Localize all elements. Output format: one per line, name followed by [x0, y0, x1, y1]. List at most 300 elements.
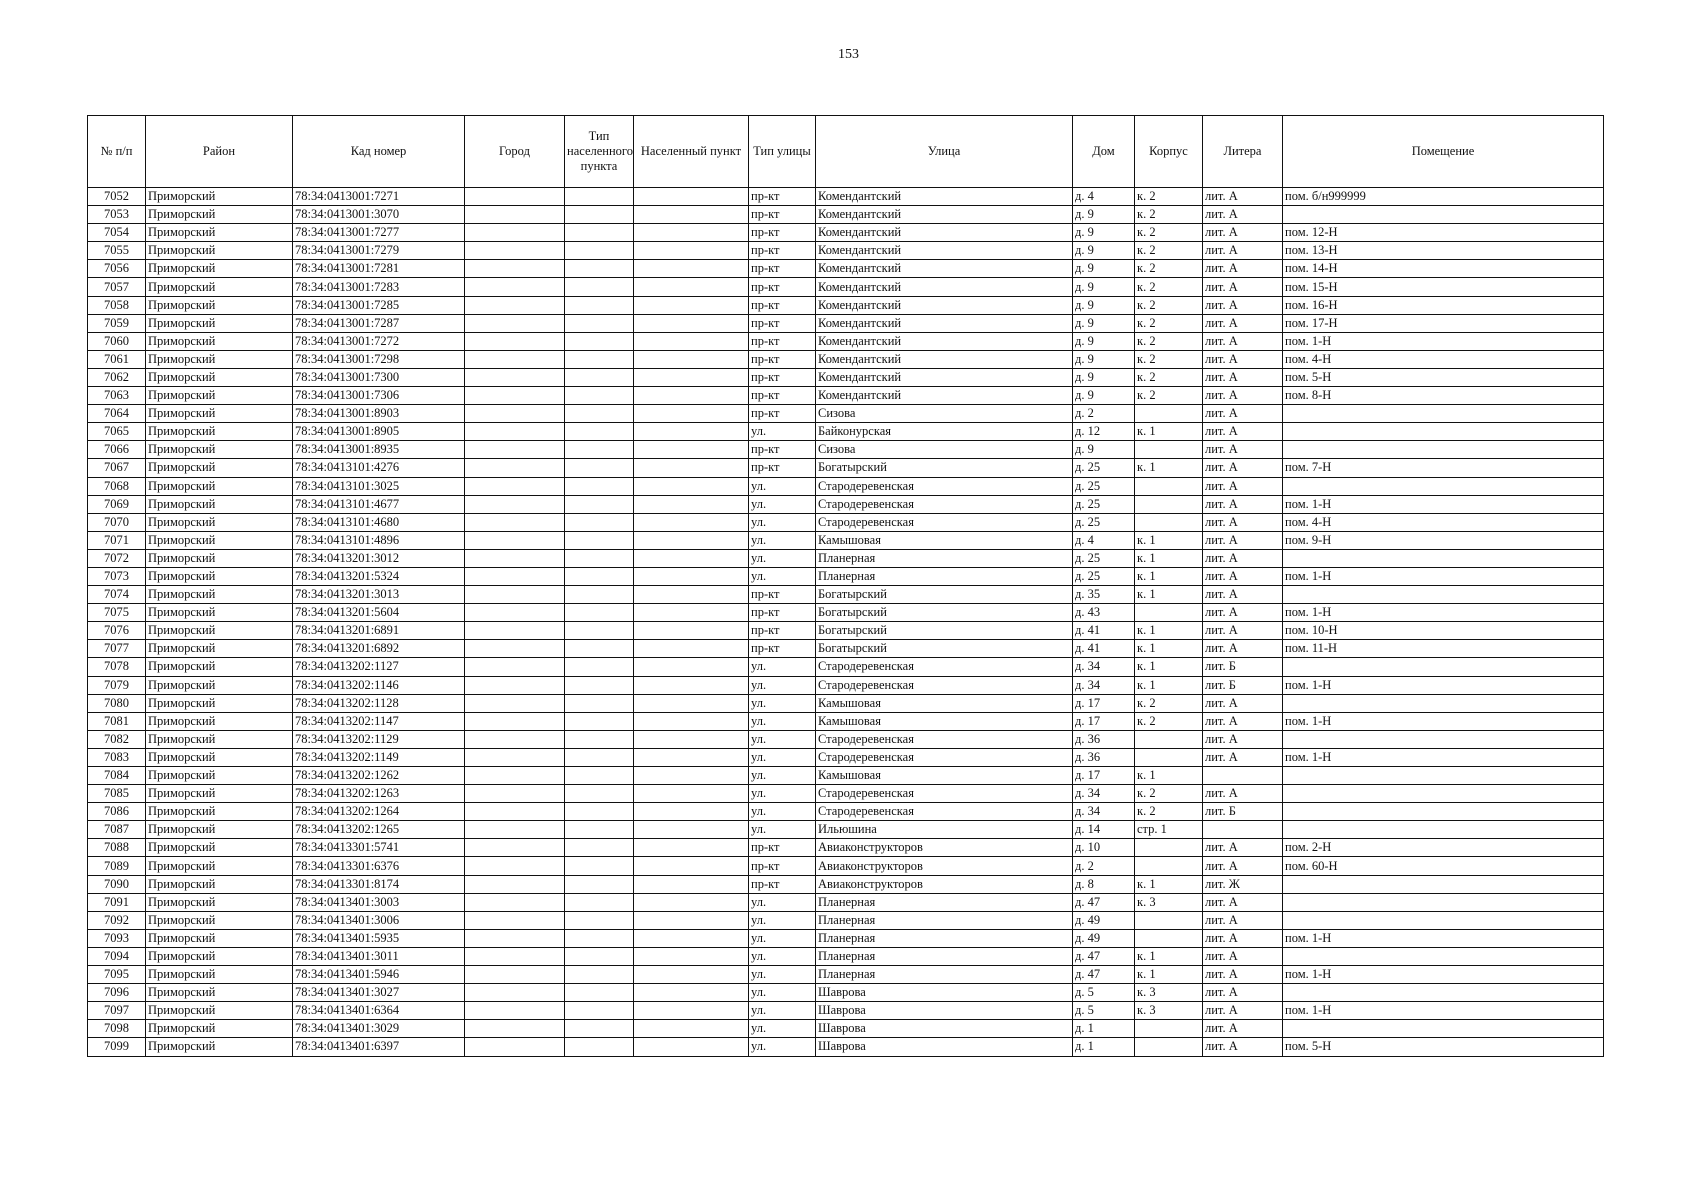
cell-settlement-type: [565, 495, 634, 513]
cell-settlement: [634, 748, 749, 766]
cell-settlement: [634, 549, 749, 567]
cell-house: д. 10: [1073, 839, 1135, 857]
cell-premises: пом. 1-Н: [1283, 495, 1604, 513]
cell-letter: лит. А: [1203, 549, 1283, 567]
cell-street: Шаврова: [816, 1002, 1073, 1020]
cell-cadastral-number: 78:34:0413401:3006: [293, 911, 465, 929]
cell-cadastral-number: 78:34:0413202:1149: [293, 748, 465, 766]
cell-district: Приморский: [146, 586, 293, 604]
cell-district: Приморский: [146, 423, 293, 441]
cell-city: [465, 278, 565, 296]
cell-row-number: 7080: [88, 694, 146, 712]
cell-cadastral-number: 78:34:0413101:4677: [293, 495, 465, 513]
cell-letter: [1203, 821, 1283, 839]
cell-row-number: 7056: [88, 260, 146, 278]
cell-building: стр. 1: [1135, 821, 1203, 839]
cell-cadastral-number: 78:34:0413001:7277: [293, 224, 465, 242]
cell-building: [1135, 441, 1203, 459]
cell-building: к. 2: [1135, 387, 1203, 405]
cell-street: Комендантский: [816, 206, 1073, 224]
table-row: [88, 350, 1604, 368]
cell-row-number: 7078: [88, 658, 146, 676]
cell-settlement-type: [565, 604, 634, 622]
table-row: [88, 296, 1604, 314]
cell-cadastral-number: 78:34:0413301:8174: [293, 875, 465, 893]
cell-row-number: 7062: [88, 368, 146, 386]
cell-district: Приморский: [146, 676, 293, 694]
cell-letter: лит. А: [1203, 441, 1283, 459]
cell-premises: пом. 5-Н: [1283, 368, 1604, 386]
cell-row-number: 7059: [88, 314, 146, 332]
cell-city: [465, 477, 565, 495]
cell-building: [1135, 604, 1203, 622]
cell-cadastral-number: 78:34:0413201:6892: [293, 640, 465, 658]
cell-premises: пом. 13-Н: [1283, 242, 1604, 260]
table-row: [88, 676, 1604, 694]
cell-letter: лит. А: [1203, 495, 1283, 513]
cell-district: Приморский: [146, 622, 293, 640]
cell-premises: [1283, 984, 1604, 1002]
cell-cadastral-number: 78:34:0413202:1127: [293, 658, 465, 676]
cell-house: д. 34: [1073, 803, 1135, 821]
cell-letter: лит. Б: [1203, 658, 1283, 676]
cell-settlement-type: [565, 911, 634, 929]
cell-street: Богатырский: [816, 640, 1073, 658]
cell-building: к. 2: [1135, 188, 1203, 206]
cell-settlement: [634, 911, 749, 929]
cell-house: д. 9: [1073, 296, 1135, 314]
cell-row-number: 7077: [88, 640, 146, 658]
cell-house: д. 5: [1073, 1002, 1135, 1020]
cell-building: к. 3: [1135, 893, 1203, 911]
cell-street-type: пр-кт: [749, 586, 816, 604]
cell-district: Приморский: [146, 875, 293, 893]
cell-settlement: [634, 857, 749, 875]
cell-cadastral-number: 78:34:0413001:7279: [293, 242, 465, 260]
cell-row-number: 7071: [88, 531, 146, 549]
cell-premises: [1283, 821, 1604, 839]
cell-row-number: 7060: [88, 332, 146, 350]
page-number: 153: [838, 47, 859, 62]
cell-row-number: 7089: [88, 857, 146, 875]
cell-settlement-type: [565, 224, 634, 242]
cell-street-type: ул.: [749, 911, 816, 929]
cell-street-type: пр-кт: [749, 368, 816, 386]
cell-district: Приморский: [146, 857, 293, 875]
cell-premises: [1283, 730, 1604, 748]
cell-settlement: [634, 405, 749, 423]
cell-premises: пом. 15-Н: [1283, 278, 1604, 296]
cell-premises: пом. 8-Н: [1283, 387, 1604, 405]
cell-letter: лит. А: [1203, 513, 1283, 531]
cell-street-type: ул.: [749, 567, 816, 585]
cell-premises: [1283, 423, 1604, 441]
cell-house: д. 36: [1073, 730, 1135, 748]
cell-city: [465, 730, 565, 748]
cell-cadastral-number: 78:34:0413001:7306: [293, 387, 465, 405]
cell-settlement-type: [565, 441, 634, 459]
cell-city: [465, 260, 565, 278]
table-row: [88, 803, 1604, 821]
cell-street-type: ул.: [749, 658, 816, 676]
cell-house: д. 25: [1073, 477, 1135, 495]
cell-cadastral-number: 78:34:0413202:1262: [293, 767, 465, 785]
cell-building: [1135, 748, 1203, 766]
cell-settlement-type: [565, 513, 634, 531]
cell-building: к. 2: [1135, 785, 1203, 803]
cell-district: Приморский: [146, 748, 293, 766]
cell-building: [1135, 911, 1203, 929]
cell-building: к. 2: [1135, 242, 1203, 260]
cell-street: Богатырский: [816, 604, 1073, 622]
cell-letter: лит. А: [1203, 966, 1283, 984]
table-row: [88, 1002, 1604, 1020]
cell-street-type: ул.: [749, 1020, 816, 1038]
cell-city: [465, 567, 565, 585]
cell-cadastral-number: 78:34:0413202:1128: [293, 694, 465, 712]
cell-street: Камышовая: [816, 531, 1073, 549]
cell-settlement-type: [565, 785, 634, 803]
cell-house: д. 5: [1073, 984, 1135, 1002]
cell-city: [465, 911, 565, 929]
cell-building: к. 2: [1135, 332, 1203, 350]
cell-letter: лит. А: [1203, 368, 1283, 386]
table-row: [88, 441, 1604, 459]
cell-building: [1135, 839, 1203, 857]
table-row: [88, 712, 1604, 730]
cell-house: д. 9: [1073, 260, 1135, 278]
cell-settlement-type: [565, 694, 634, 712]
table-row: [88, 984, 1604, 1002]
cell-row-number: 7067: [88, 459, 146, 477]
cell-building: к. 1: [1135, 531, 1203, 549]
table-row: [88, 658, 1604, 676]
table-row: [88, 549, 1604, 567]
cell-row-number: 7082: [88, 730, 146, 748]
cell-cadastral-number: 78:34:0413001:7287: [293, 314, 465, 332]
cell-cadastral-number: 78:34:0413001:8935: [293, 441, 465, 459]
cell-cadastral-number: 78:34:0413401:6397: [293, 1038, 465, 1056]
cell-settlement-type: [565, 423, 634, 441]
table-row: [88, 911, 1604, 929]
cell-building: к. 1: [1135, 676, 1203, 694]
cell-premises: пом. 14-Н: [1283, 260, 1604, 278]
cell-street: Стародеревенская: [816, 513, 1073, 531]
cell-settlement: [634, 387, 749, 405]
column-header-street: Улица: [816, 116, 1073, 188]
cell-settlement: [634, 188, 749, 206]
cell-house: д. 9: [1073, 441, 1135, 459]
table-row: [88, 477, 1604, 495]
cell-settlement-type: [565, 803, 634, 821]
cell-street: Комендантский: [816, 387, 1073, 405]
cell-street: Стародеревенская: [816, 477, 1073, 495]
cell-settlement: [634, 586, 749, 604]
cell-city: [465, 549, 565, 567]
cell-settlement-type: [565, 549, 634, 567]
cell-street: Богатырский: [816, 622, 1073, 640]
cell-street-type: пр-кт: [749, 875, 816, 893]
cell-letter: лит. А: [1203, 785, 1283, 803]
cell-city: [465, 875, 565, 893]
cell-building: к. 1: [1135, 640, 1203, 658]
table-row: [88, 188, 1604, 206]
cell-row-number: 7084: [88, 767, 146, 785]
cell-street-type: пр-кт: [749, 206, 816, 224]
cell-row-number: 7070: [88, 513, 146, 531]
cell-premises: пом. 16-Н: [1283, 296, 1604, 314]
cell-row-number: 7092: [88, 911, 146, 929]
cell-row-number: 7088: [88, 839, 146, 857]
cell-building: к. 2: [1135, 712, 1203, 730]
cell-city: [465, 785, 565, 803]
cell-house: д. 47: [1073, 893, 1135, 911]
cell-street-type: пр-кт: [749, 839, 816, 857]
cell-street: Комендантский: [816, 278, 1073, 296]
table-row: [88, 947, 1604, 965]
cell-building: к. 2: [1135, 206, 1203, 224]
cell-row-number: 7076: [88, 622, 146, 640]
cell-settlement: [634, 441, 749, 459]
table-row: [88, 748, 1604, 766]
cell-house: д. 1: [1073, 1020, 1135, 1038]
cell-settlement-type: [565, 1038, 634, 1056]
cell-city: [465, 387, 565, 405]
cell-building: к. 1: [1135, 549, 1203, 567]
cell-street-type: ул.: [749, 712, 816, 730]
cell-house: д. 34: [1073, 676, 1135, 694]
cell-letter: лит. Б: [1203, 676, 1283, 694]
cell-row-number: 7063: [88, 387, 146, 405]
cell-street: Стародеревенская: [816, 495, 1073, 513]
table-row: [88, 567, 1604, 585]
cell-district: Приморский: [146, 260, 293, 278]
cell-settlement: [634, 1038, 749, 1056]
cell-house: д. 34: [1073, 658, 1135, 676]
cell-district: Приморский: [146, 1002, 293, 1020]
cell-building: к. 2: [1135, 314, 1203, 332]
cell-street: Планерная: [816, 549, 1073, 567]
cell-premises: пом. 17-Н: [1283, 314, 1604, 332]
table-row: [88, 839, 1604, 857]
cell-settlement-type: [565, 929, 634, 947]
cell-cadastral-number: 78:34:0413101:4896: [293, 531, 465, 549]
cell-letter: лит. А: [1203, 911, 1283, 929]
cell-cadastral-number: 78:34:0413401:3003: [293, 893, 465, 911]
cell-street: Планерная: [816, 966, 1073, 984]
cell-house: д. 9: [1073, 206, 1135, 224]
cell-street-type: пр-кт: [749, 441, 816, 459]
cell-settlement-type: [565, 314, 634, 332]
cell-district: Приморский: [146, 929, 293, 947]
cell-row-number: 7097: [88, 1002, 146, 1020]
cell-cadastral-number: 78:34:0413001:7283: [293, 278, 465, 296]
cell-district: Приморский: [146, 767, 293, 785]
cell-cadastral-number: 78:34:0413201:5324: [293, 567, 465, 585]
table-row: [88, 1038, 1604, 1056]
cell-settlement-type: [565, 839, 634, 857]
cell-premises: [1283, 549, 1604, 567]
cell-cadastral-number: 78:34:0413202:1129: [293, 730, 465, 748]
cell-settlement-type: [565, 350, 634, 368]
cell-cadastral-number: 78:34:0413101:4276: [293, 459, 465, 477]
cell-settlement-type: [565, 242, 634, 260]
table-row: [88, 875, 1604, 893]
cell-city: [465, 441, 565, 459]
cell-district: Приморский: [146, 332, 293, 350]
table-row: [88, 929, 1604, 947]
cell-street-type: пр-кт: [749, 604, 816, 622]
cell-street: Сизова: [816, 405, 1073, 423]
cell-street: Байконурская: [816, 423, 1073, 441]
cell-house: д. 25: [1073, 513, 1135, 531]
cell-city: [465, 839, 565, 857]
cell-city: [465, 893, 565, 911]
cell-building: [1135, 513, 1203, 531]
cell-street-type: ул.: [749, 767, 816, 785]
cell-settlement: [634, 821, 749, 839]
cell-premises: [1283, 694, 1604, 712]
cell-district: Приморский: [146, 893, 293, 911]
cell-street-type: пр-кт: [749, 242, 816, 260]
cell-street: Шаврова: [816, 984, 1073, 1002]
cell-street-type: ул.: [749, 477, 816, 495]
cell-street-type: ул.: [749, 676, 816, 694]
cell-district: Приморский: [146, 224, 293, 242]
cell-street-type: пр-кт: [749, 278, 816, 296]
column-header-settlement-type: Тип населенного пункта: [565, 116, 634, 188]
cell-settlement: [634, 260, 749, 278]
cell-building: к. 1: [1135, 459, 1203, 477]
cell-premises: пом. 1-Н: [1283, 929, 1604, 947]
cell-row-number: 7091: [88, 893, 146, 911]
cell-district: Приморский: [146, 387, 293, 405]
table-row: [88, 622, 1604, 640]
cell-settlement: [634, 730, 749, 748]
cell-cadastral-number: 78:34:0413401:5935: [293, 929, 465, 947]
cell-row-number: 7052: [88, 188, 146, 206]
cell-cadastral-number: 78:34:0413202:1264: [293, 803, 465, 821]
cell-cadastral-number: 78:34:0413202:1146: [293, 676, 465, 694]
cell-street: Камышовая: [816, 767, 1073, 785]
cell-row-number: 7096: [88, 984, 146, 1002]
cell-letter: лит. А: [1203, 1020, 1283, 1038]
cell-street-type: пр-кт: [749, 296, 816, 314]
cell-street-type: ул.: [749, 549, 816, 567]
cell-building: к. 1: [1135, 658, 1203, 676]
cell-city: [465, 748, 565, 766]
cell-district: Приморский: [146, 911, 293, 929]
cell-settlement-type: [565, 188, 634, 206]
table-row: [88, 332, 1604, 350]
cell-settlement: [634, 206, 749, 224]
cell-street-type: пр-кт: [749, 622, 816, 640]
table-row: [88, 785, 1604, 803]
cell-street: Ильюшина: [816, 821, 1073, 839]
table-row: [88, 242, 1604, 260]
cell-street-type: пр-кт: [749, 314, 816, 332]
cell-row-number: 7081: [88, 712, 146, 730]
cell-district: Приморский: [146, 604, 293, 622]
cell-settlement: [634, 712, 749, 730]
cell-district: Приморский: [146, 513, 293, 531]
cell-premises: [1283, 875, 1604, 893]
cell-settlement-type: [565, 857, 634, 875]
cell-premises: пом. 60-Н: [1283, 857, 1604, 875]
cell-settlement: [634, 242, 749, 260]
table-body: [88, 188, 1604, 1057]
cell-row-number: 7087: [88, 821, 146, 839]
cell-district: Приморский: [146, 495, 293, 513]
cell-city: [465, 531, 565, 549]
cell-premises: пом. 1-Н: [1283, 676, 1604, 694]
cell-district: Приморский: [146, 477, 293, 495]
table-row: [88, 387, 1604, 405]
cell-house: д. 4: [1073, 188, 1135, 206]
cell-street-type: пр-кт: [749, 224, 816, 242]
cell-letter: [1203, 767, 1283, 785]
cell-cadastral-number: 78:34:0413401:5946: [293, 966, 465, 984]
cell-settlement-type: [565, 947, 634, 965]
cell-house: д. 9: [1073, 332, 1135, 350]
cell-premises: [1283, 477, 1604, 495]
cell-district: Приморский: [146, 314, 293, 332]
cell-street-type: пр-кт: [749, 459, 816, 477]
cell-settlement-type: [565, 640, 634, 658]
cell-street: Комендантский: [816, 332, 1073, 350]
cell-street-type: ул.: [749, 423, 816, 441]
cell-premises: [1283, 767, 1604, 785]
cell-settlement: [634, 278, 749, 296]
cell-house: д. 49: [1073, 911, 1135, 929]
cell-street: Комендантский: [816, 260, 1073, 278]
cell-building: к. 3: [1135, 1002, 1203, 1020]
cell-cadastral-number: 78:34:0413001:7281: [293, 260, 465, 278]
cell-cadastral-number: 78:34:0413201:3013: [293, 586, 465, 604]
cell-cadastral-number: 78:34:0413201:6891: [293, 622, 465, 640]
cell-building: [1135, 1020, 1203, 1038]
cell-settlement: [634, 350, 749, 368]
cell-district: Приморский: [146, 1020, 293, 1038]
cell-street-type: ул.: [749, 694, 816, 712]
cell-premises: [1283, 586, 1604, 604]
cell-premises: пом. 7-Н: [1283, 459, 1604, 477]
cell-row-number: 7065: [88, 423, 146, 441]
cell-house: д. 9: [1073, 242, 1135, 260]
cell-cadastral-number: 78:34:0413001:7298: [293, 350, 465, 368]
cell-district: Приморский: [146, 350, 293, 368]
cell-city: [465, 821, 565, 839]
cell-letter: лит. А: [1203, 314, 1283, 332]
cell-street: Камышовая: [816, 694, 1073, 712]
cell-street: Камышовая: [816, 712, 1073, 730]
cell-settlement-type: [565, 296, 634, 314]
cell-street: Шаврова: [816, 1038, 1073, 1056]
cell-row-number: 7094: [88, 947, 146, 965]
cell-house: д. 47: [1073, 966, 1135, 984]
cell-district: Приморский: [146, 712, 293, 730]
cell-row-number: 7090: [88, 875, 146, 893]
cell-settlement-type: [565, 405, 634, 423]
cell-settlement: [634, 1002, 749, 1020]
cell-letter: лит. Б: [1203, 803, 1283, 821]
cell-city: [465, 405, 565, 423]
table-row: [88, 224, 1604, 242]
cell-house: д. 9: [1073, 224, 1135, 242]
cell-street: Богатырский: [816, 586, 1073, 604]
cell-settlement-type: [565, 622, 634, 640]
cell-cadastral-number: 78:34:0413401:3011: [293, 947, 465, 965]
